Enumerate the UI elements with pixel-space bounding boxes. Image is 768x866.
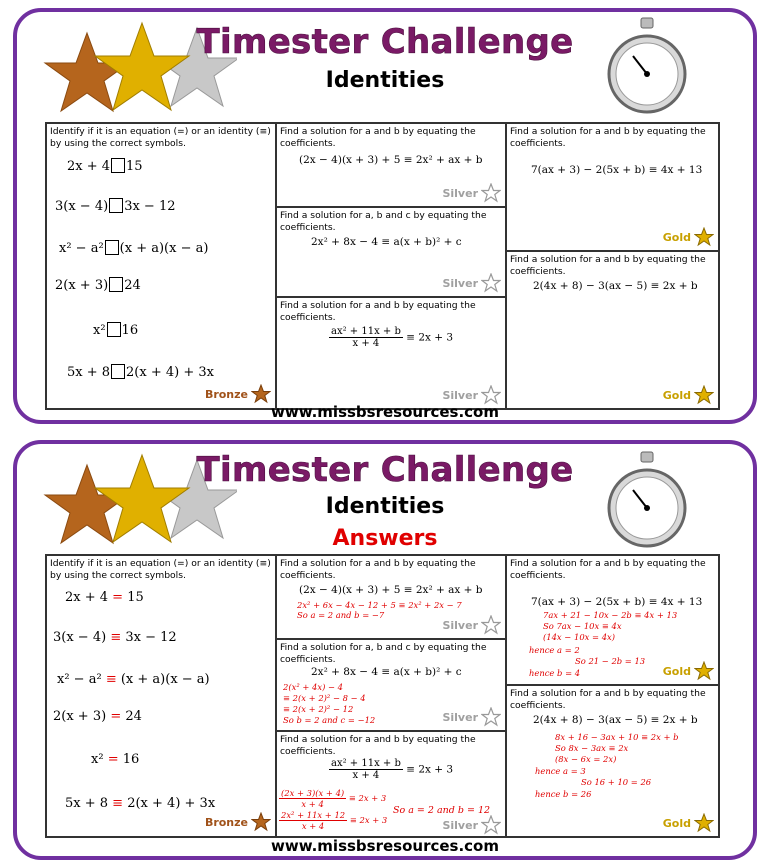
answer-line: $\frac{(2x + 3)(x + 4)}{x + 4}$ ≡ 2x + 3 xyxy=(281,788,387,809)
page-title: Timester Challenge xyxy=(196,22,574,62)
bronze-star-icon xyxy=(251,384,271,404)
silver-star-icon xyxy=(481,273,501,293)
bronze-instruction: Identify if it is an equation (=) or an identity (≡) by using the correct symbols. xyxy=(50,126,271,149)
answer-line: So 21 − 2b = 13 xyxy=(575,656,646,666)
question-equation: $\frac{\text{ax² + 11x + b}}{x + 4}$ ≡ 2x + 3 xyxy=(331,758,454,781)
website-link[interactable]: www.missbsresources.com xyxy=(270,403,499,421)
question-instruction: Find a solution for a and b by equating the coefficients. xyxy=(510,254,706,277)
gold-star-icon xyxy=(694,813,714,833)
question-instruction: Find a solution for a, b and c by equating the coefficients. xyxy=(280,642,487,665)
question-equation: 2x² + 8x − 4 ≡ a(x + b)² + c xyxy=(311,236,462,248)
gold-answer-2 xyxy=(506,685,719,837)
symbol-box[interactable] xyxy=(105,240,119,255)
identity-item: x² − a² (x + a)(x − a) xyxy=(59,241,209,256)
question-instruction: Find a solution for a and b by equating the coefficients. xyxy=(280,300,476,323)
answer-line: $\frac{\text{2x² + 11x + 12}}{x + 4}$ ≡ 2x + 3 xyxy=(281,810,388,831)
silver-answer-3 xyxy=(276,731,506,837)
answer-line: (8x − 6x = 2x) xyxy=(555,754,617,764)
identity-item: x² 16 xyxy=(93,323,139,338)
identity-item: 3(x − 4) 3x − 12 xyxy=(55,199,176,214)
silver-question-1 xyxy=(276,123,506,207)
answer-line: ≡ 2(x + 2)² − 12 xyxy=(283,704,354,714)
page-subtitle: Identities xyxy=(325,68,445,93)
stopwatch-icon xyxy=(603,450,691,550)
answer-conclusion: So a = 2 and b = 12 xyxy=(393,805,491,816)
silver-badge: Silver xyxy=(442,273,501,293)
question-equation: 2(4x + 8) − 3(ax − 5) ≡ 2x + b xyxy=(533,280,698,292)
answer-line: hence a = 2 xyxy=(529,645,580,655)
question-instruction: Find a solution for a and b by equating the coefficients. xyxy=(280,558,476,581)
symbol-box[interactable] xyxy=(111,364,125,379)
question-equation: 2x² + 8x − 4 ≡ a(x + b)² + c xyxy=(311,666,462,678)
answer-line: So 16 + 10 = 26 xyxy=(581,777,652,787)
silver-question-2 xyxy=(276,207,506,297)
identity-answer: 2(x + 3) = 24 xyxy=(53,709,142,724)
gold-star-icon xyxy=(694,661,714,681)
answer-line: ≡ 2(x + 2)² − 8 − 4 xyxy=(283,693,366,703)
gold-badge: Gold xyxy=(663,227,714,247)
question-equation: 7(ax + 3) − 2(5x + b) ≡ 4x + 13 xyxy=(531,596,703,608)
stopwatch-icon xyxy=(603,16,691,116)
identity-answer: 3(x − 4) ≡ 3x − 12 xyxy=(53,630,177,645)
answers-card xyxy=(13,440,757,860)
gold-question-2 xyxy=(506,251,719,409)
question-equation: $\frac{\text{ax² + 11x + b}}{x + 4}$ ≡ 2x + 3 xyxy=(331,326,454,349)
silver-answer-2 xyxy=(276,639,506,731)
silver-badge: Silver xyxy=(442,815,501,835)
answer-line: So 7ax − 10x ≡ 4x xyxy=(543,621,622,631)
answer-line: hence b = 26 xyxy=(535,789,592,799)
silver-badge: Silver xyxy=(442,183,501,203)
question-card xyxy=(13,8,757,424)
page-title: Timester Challenge xyxy=(196,450,574,490)
answers-label: Answers xyxy=(332,526,438,551)
question-equation: (2x − 4)(x + 3) + 5 ≡ 2x² + ax + b xyxy=(299,154,483,166)
silver-answer-1 xyxy=(276,555,506,639)
silver-star-icon xyxy=(481,815,501,835)
question-instruction: Find a solution for a and b by equating the coefficients. xyxy=(280,126,476,149)
answer-line: hence b = 4 xyxy=(529,668,581,678)
answer-line: 7ax + 21 − 10x − 2b ≡ 4x + 13 xyxy=(543,610,678,620)
silver-star-icon xyxy=(481,183,501,203)
gold-badge: Gold xyxy=(663,661,714,681)
question-instruction: Find a solution for a and b by equating the coefficients. xyxy=(510,558,706,581)
question-instruction: Find a solution for a and b by equating the coefficients. xyxy=(280,734,476,757)
answer-line: 2x² + 6x − 4x − 12 + 5 ≡ 2x² + 2x − 7 xyxy=(297,600,462,610)
gold-star-icon xyxy=(694,385,714,405)
gold-badge: Gold xyxy=(663,813,714,833)
silver-badge: Silver xyxy=(442,707,501,727)
answer-line: So a = 2 and b = −7 xyxy=(297,610,385,620)
answer-line: 8x + 16 − 3ax + 10 ≡ 2x + b xyxy=(555,732,679,742)
silver-star-icon xyxy=(481,707,501,727)
symbol-box[interactable] xyxy=(107,322,121,337)
bronze-instruction: Identify if it is an equation (=) or an identity (≡) by using the correct symbols. xyxy=(50,558,271,581)
silver-question-3 xyxy=(276,297,506,409)
identity-answer: x² − a² ≡ (x + a)(x − a) xyxy=(57,672,210,687)
gold-answer-1 xyxy=(506,555,719,685)
bronze-badge: Bronze xyxy=(205,384,271,404)
page-subtitle: Identities xyxy=(325,494,445,519)
silver-star-icon xyxy=(481,615,501,635)
answer-line: hence a = 3 xyxy=(535,766,586,776)
website-link[interactable]: www.missbsresources.com xyxy=(270,837,499,855)
identity-item: 2x + 4 15 xyxy=(67,159,143,174)
gold-badge: Gold xyxy=(663,385,714,405)
silver-badge: Silver xyxy=(442,385,501,405)
identity-item: 2(x + 3) 24 xyxy=(55,278,141,293)
identity-item: 5x + 8 2(x + 4) + 3x xyxy=(67,365,214,380)
bronze-answer xyxy=(46,555,276,837)
bronze-question xyxy=(46,123,276,409)
question-grid xyxy=(45,122,720,410)
question-equation: (2x − 4)(x + 3) + 5 ≡ 2x² + ax + b xyxy=(299,584,483,596)
identity-answer: 5x + 8 ≡ 2(x + 4) + 3x xyxy=(65,796,216,811)
answer-line: So 8x − 3ax ≡ 2x xyxy=(555,743,629,753)
answer-line: (14x − 10x = 4x) xyxy=(543,632,616,642)
gold-star-icon xyxy=(694,227,714,247)
silver-badge: Silver xyxy=(442,615,501,635)
gold-question-1 xyxy=(506,123,719,251)
question-equation: 7(ax + 3) − 2(5x + b) ≡ 4x + 13 xyxy=(531,164,703,176)
symbol-box[interactable] xyxy=(111,158,125,173)
bronze-badge: Bronze xyxy=(205,812,271,832)
answer-line: 2(x² + 4x) − 4 xyxy=(283,682,344,692)
question-instruction: Find a solution for a, b and c by equating the coefficients. xyxy=(280,210,487,233)
bronze-star-icon xyxy=(251,812,271,832)
question-equation: 2(4x + 8) − 3(ax − 5) ≡ 2x + b xyxy=(533,714,698,726)
identity-answer: 2x + 4 = 15 xyxy=(65,590,144,605)
silver-star-icon xyxy=(481,385,501,405)
symbol-box[interactable] xyxy=(109,277,123,292)
answer-grid xyxy=(45,554,720,838)
symbol-box[interactable] xyxy=(109,198,123,213)
question-instruction: Find a solution for a and b by equating the coefficients. xyxy=(510,126,706,149)
question-instruction: Find a solution for a and b by equating the coefficients. xyxy=(510,688,706,711)
identity-answer: x² = 16 xyxy=(91,752,140,767)
answer-line: So b = 2 and c = −12 xyxy=(283,715,376,725)
